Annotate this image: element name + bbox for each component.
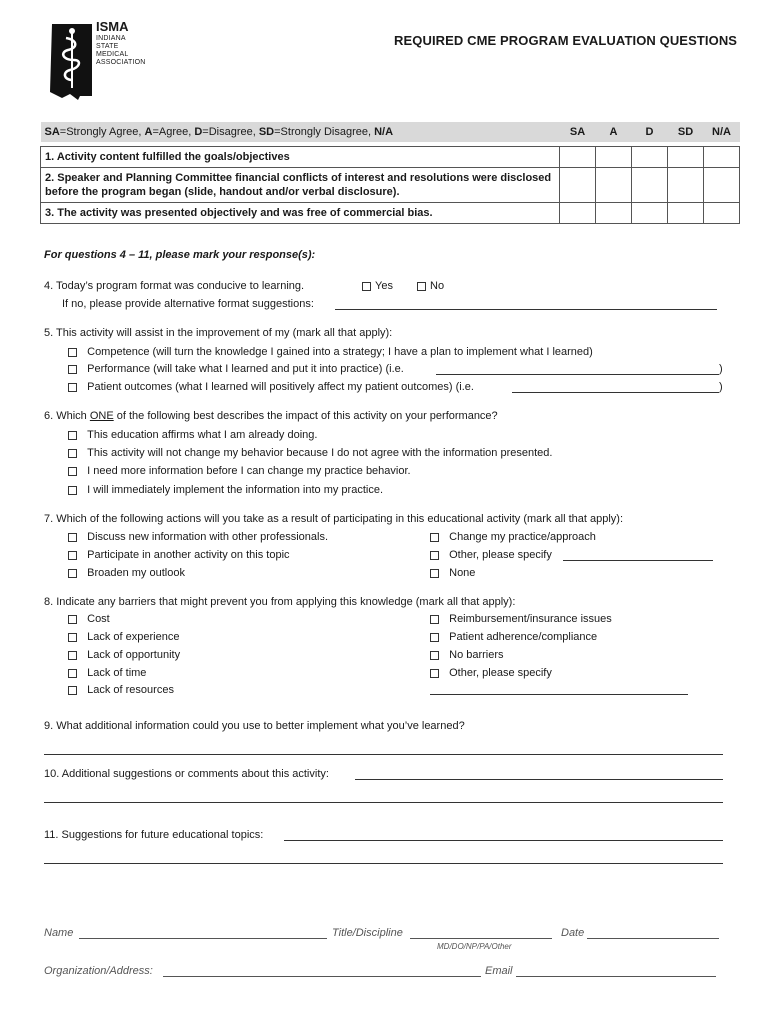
- answer-line[interactable]: [430, 694, 688, 695]
- logo-line: STATE: [96, 43, 119, 50]
- q8-option[interactable]: Patient adherence/compliance: [430, 630, 597, 644]
- answer-line[interactable]: [512, 392, 719, 393]
- table-row: [41, 203, 740, 224]
- date-label: Date: [561, 927, 585, 939]
- answer-line[interactable]: [284, 840, 723, 841]
- checkbox[interactable]: [430, 551, 439, 560]
- checkbox[interactable]: [68, 633, 77, 642]
- checkbox[interactable]: [430, 569, 439, 578]
- logo-line: MEDICAL: [96, 51, 129, 58]
- org-label: Organization/Address:: [44, 965, 153, 977]
- checkbox[interactable]: [68, 449, 77, 458]
- column-header-d: D: [632, 122, 668, 142]
- rating-cell[interactable]: [596, 203, 632, 224]
- question-5: 5. This activity will assist in the improvement of my (mark all that apply):: [44, 327, 393, 339]
- answer-line[interactable]: [355, 779, 723, 780]
- checkbox[interactable]: [68, 569, 77, 578]
- rating-cell[interactable]: [704, 147, 740, 168]
- logo-abbr: ISMA: [96, 19, 129, 34]
- org-field[interactable]: [163, 976, 481, 977]
- q6-option[interactable]: I need more information before I can change my practice behavior.: [68, 464, 411, 478]
- closing-paren: ): [719, 363, 723, 375]
- column-header-na: N/A: [704, 122, 740, 142]
- question-4-followup: If no, please provide alternative format suggestions:: [62, 298, 314, 310]
- answer-line[interactable]: [335, 309, 717, 310]
- checkbox[interactable]: [430, 533, 439, 542]
- checkbox[interactable]: [430, 633, 439, 642]
- no-option[interactable]: No: [417, 279, 444, 293]
- q7-option[interactable]: None: [430, 566, 475, 580]
- q6-option[interactable]: I will immediately implement the information into my practice.: [68, 483, 383, 497]
- rating-cell[interactable]: [632, 203, 668, 224]
- logo-line: INDIANA: [96, 35, 126, 42]
- rating-cell[interactable]: [704, 203, 740, 224]
- question-9: 9. What additional information could you use to better implement what you’ve learned?: [44, 720, 465, 732]
- q5-option[interactable]: Performance (will take what I learned and put it into practice) (i.e.: [68, 362, 404, 376]
- question-10: 10. Additional suggestions or comments about this activity:: [44, 768, 329, 780]
- q7-option[interactable]: Broaden my outlook: [68, 566, 185, 580]
- checkbox[interactable]: [68, 533, 77, 542]
- checkbox[interactable]: [68, 686, 77, 695]
- q8-option[interactable]: Cost: [68, 612, 110, 626]
- answer-line[interactable]: [436, 374, 719, 375]
- question-2: 2. Speaker and Planning Committee financial conflicts of interest and resolutions were disclosed before the program began (slide, handout and/or verbal disclosure).: [41, 168, 560, 203]
- q7-option[interactable]: Change my practice/approach: [430, 530, 596, 544]
- table-row: [41, 168, 740, 203]
- logo-line: ASSOCIATION: [96, 59, 146, 66]
- rating-cell[interactable]: [596, 147, 632, 168]
- q8-option[interactable]: Lack of time: [68, 666, 146, 680]
- rating-cell[interactable]: [632, 147, 668, 168]
- answer-line[interactable]: [563, 560, 713, 561]
- email-field[interactable]: [516, 976, 716, 977]
- checkbox[interactable]: [417, 282, 426, 291]
- checkbox[interactable]: [430, 651, 439, 660]
- question-7: 7. Which of the following actions will you take as a result of participating in this educational activity (mark all that apply):: [44, 513, 623, 525]
- rating-cell[interactable]: [560, 168, 596, 203]
- instructions: For questions 4 – 11, please mark your response(s):: [44, 249, 316, 261]
- name-label: Name: [44, 927, 74, 939]
- q6-option[interactable]: This activity will not change my behavior because I do not agree with the information presented.: [68, 446, 552, 460]
- q8-option[interactable]: Lack of opportunity: [68, 648, 180, 662]
- checkbox[interactable]: [68, 651, 77, 660]
- rating-cell[interactable]: [596, 168, 632, 203]
- rating-cell[interactable]: [632, 168, 668, 203]
- checkbox[interactable]: [68, 348, 77, 357]
- yes-option[interactable]: Yes: [362, 279, 393, 293]
- q7-option[interactable]: Discuss new information with other professionals.: [68, 530, 328, 544]
- q8-option[interactable]: Other, please specify: [430, 666, 552, 680]
- title-field[interactable]: [410, 938, 552, 939]
- rating-cell[interactable]: [668, 168, 704, 203]
- q5-option[interactable]: Patient outcomes (what I learned will positively affect my patient outcomes) (i.e.: [68, 380, 474, 394]
- email-label: Email: [485, 965, 513, 977]
- scale-legend: SA=Strongly Agree, A=Agree, D=Disagree, SD=Strongly Disagree, N/A: [41, 122, 560, 142]
- checkbox[interactable]: [68, 431, 77, 440]
- rating-cell[interactable]: [704, 168, 740, 203]
- closing-paren: ): [719, 381, 723, 393]
- title-label: Title/Discipline: [332, 927, 403, 939]
- question-4: 4. Today’s program format was conducive to learning.: [44, 280, 305, 292]
- question-11: 11. Suggestions for future educational topics:: [44, 829, 264, 841]
- date-field[interactable]: [587, 938, 719, 939]
- checkbox[interactable]: [68, 551, 77, 560]
- column-header-sd: SD: [668, 122, 704, 142]
- q5-option[interactable]: Competence (will turn the knowledge I gained into a strategy; I have a plan to implement what I learned): [68, 345, 593, 359]
- column-header-a: A: [596, 122, 632, 142]
- checkbox[interactable]: [68, 669, 77, 678]
- answer-line[interactable]: [44, 802, 723, 803]
- checkbox[interactable]: [68, 467, 77, 476]
- checkbox[interactable]: [68, 486, 77, 495]
- q8-option[interactable]: Reimbursement/insurance issues: [430, 612, 612, 626]
- page-title: REQUIRED CME PROGRAM EVALUATION QUESTIONS: [394, 33, 738, 48]
- answer-line[interactable]: [44, 754, 723, 755]
- table-row: [41, 147, 740, 168]
- checkbox[interactable]: [430, 669, 439, 678]
- question-8: 8. Indicate any barriers that might prevent you from applying this knowledge (mark all that apply):: [44, 596, 516, 608]
- logo-text: [96, 19, 146, 67]
- name-field[interactable]: [79, 938, 327, 939]
- column-header-sa: SA: [560, 122, 596, 142]
- answer-line[interactable]: [44, 863, 723, 864]
- checkbox[interactable]: [430, 615, 439, 624]
- question-3: 3. The activity was presented objectively and was free of commercial bias.: [41, 203, 560, 224]
- rating-cell[interactable]: [668, 203, 704, 224]
- rating-table: [40, 122, 740, 224]
- q7-option[interactable]: Other, please specify: [430, 548, 552, 562]
- table-header-row: [41, 122, 740, 142]
- rating-cell[interactable]: [560, 147, 596, 168]
- checkbox[interactable]: [68, 365, 77, 374]
- question-6: 6. Which ONE of the following best describes the impact of this activity on your performance?: [44, 410, 498, 422]
- question-1: 1. Activity content fulfilled the goals/objectives: [41, 147, 560, 168]
- q8-option[interactable]: No barriers: [430, 648, 504, 662]
- rating-cell[interactable]: [668, 147, 704, 168]
- rating-cell[interactable]: [560, 203, 596, 224]
- q8-option[interactable]: Lack of resources: [68, 683, 174, 697]
- q8-option[interactable]: Lack of experience: [68, 630, 179, 644]
- q6-option[interactable]: This education affirms what I am already doing.: [68, 428, 317, 442]
- q7-option[interactable]: Participate in another activity on this topic: [68, 548, 290, 562]
- credentials-hint: MD/DO/NP/PA/Other: [437, 942, 512, 951]
- checkbox[interactable]: [68, 615, 77, 624]
- checkbox[interactable]: [68, 383, 77, 392]
- checkbox[interactable]: [362, 282, 371, 291]
